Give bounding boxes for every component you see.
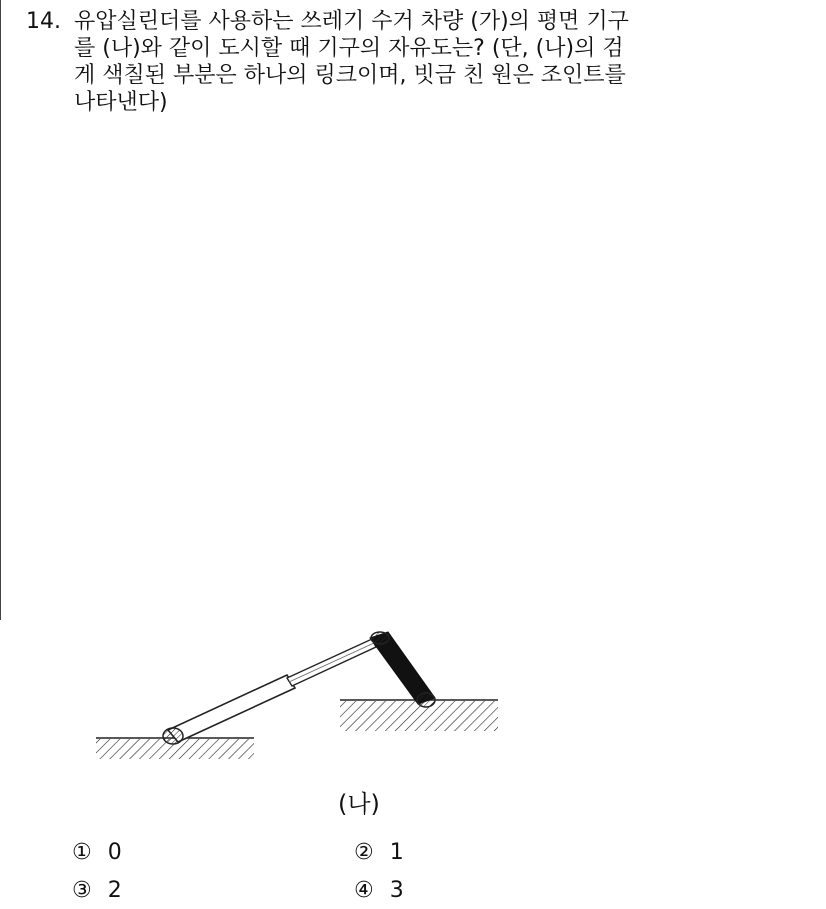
choice-1-value: 0 [107,840,122,865]
joint-ground-left [163,728,183,744]
question-text-line-1: 유압실린더를 사용하는 쓰레기 수거 차량 (가)의 평면 기구 [74,9,629,34]
mechanism-figure [70,630,510,770]
joint-ground-right [417,693,435,707]
choice-4[interactable] [354,878,404,903]
choice-3[interactable] [72,878,122,903]
choice-1-marker: ① [72,840,92,865]
choice-2-value: 1 [389,840,404,865]
choice-2[interactable] [354,840,404,865]
joint-rod-link [371,632,389,644]
choice-2-marker: ② [354,840,374,865]
choice-4-value: 3 [389,878,404,903]
choice-4-marker: ④ [354,878,374,903]
question-text-line-3: 게 색칠된 부분은 하나의 링크이며, 빗금 친 원은 조인트를 [74,63,626,88]
choice-1[interactable] [72,840,122,865]
figure-caption: (나) [338,790,380,818]
choice-3-value: 2 [107,878,122,903]
question-number: 14. [26,9,61,34]
question-text-line-2: 를 (나)와 같이 도시할 때 기구의 자유도는? (단, (나)의 검 [74,36,624,61]
page-left-rule [0,0,1,620]
question-text-line-4: 나타낸다) [74,90,168,115]
choice-3-marker: ③ [72,878,92,903]
